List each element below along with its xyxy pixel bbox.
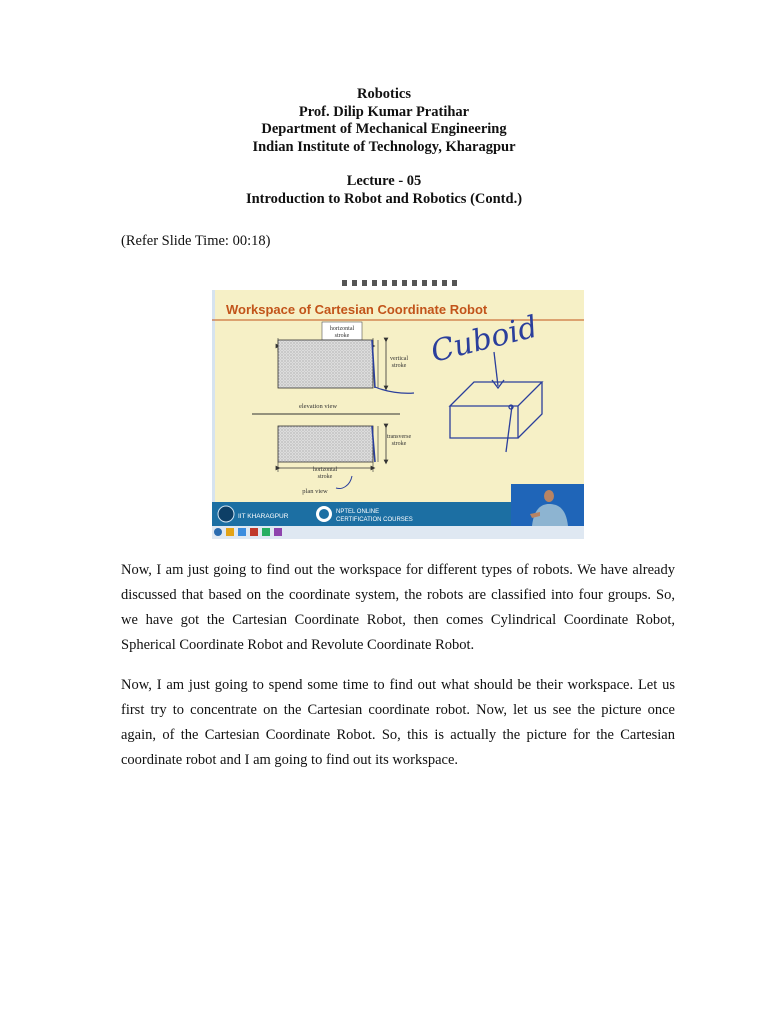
refer-slide-time: (Refer Slide Time: 00:18) [121,233,271,249]
svg-text:plan view: plan view [302,488,328,495]
svg-text:horizontal: horizontal [329,326,355,332]
svg-text:stroke: stroke [334,333,350,339]
slide-taskbar [212,526,584,539]
footer-institute: IIT KHARAGPUR [238,513,289,520]
elevation-view-diagram [252,322,414,414]
svg-text:stroke: stroke [391,363,407,369]
course-title: Robotics [357,86,411,102]
document-header [0,86,768,208]
presenter-video-inset [511,484,584,526]
professor-name: Prof. Dilip Kumar Pratihar [298,103,470,120]
footer-nptel-line1: NPTEL ONLINE [336,509,380,515]
svg-text:stroke: stroke [391,441,407,447]
lecture-slide-image [212,276,584,539]
svg-text:stroke: stroke [317,474,333,480]
slide-footer [212,502,511,526]
lecture-number: Lecture - 05 [346,173,422,189]
body-paragraph-1: Now, I am just going to find out the workspace for different types of robots. We have already discussed that based on the coordinate system, the robots are classified into four groups. So, we have got the Cartesian Coordinate Robot, then comes Cylindrical Coordinate Robot, Spherical Coordinate Robot and Revolute Coordinate Robot. [121,562,675,653]
footer-nptel-line2: CERTIFICATION COURSES [336,517,413,523]
plan-view-diagram [278,426,411,495]
handwritten-cuboid-note: Cuboid [427,309,542,370]
institute-name: Indian Institute of Technology, Kharagpur [252,138,516,155]
slide-toolbar [212,276,584,290]
svg-text:vertical: vertical [390,356,408,362]
handwritten-cuboid-sketch [450,352,542,452]
lecture-title: Introduction to Robot and Robotics (Contd.) [245,190,523,207]
slide-title: Workspace of Cartesian Coordinate Robot [226,302,488,317]
svg-text:transverse: transverse [386,434,412,440]
svg-text:horizontal: horizontal [312,467,338,473]
svg-text:elevation view: elevation view [298,403,338,410]
department-name: Department of Mechanical Engineering [261,121,507,137]
body-paragraph-2: Now, I am just going to spend some time to find out what should be their workspace. Let us first try to concentrate on the Cartesian coordinate robot. Now, let us see the picture once again, of the Cartesian Coordinate Robot. So, this is actually the picture for the Cartesian coordinate robot and I am going to find out its workspace. [121,677,675,768]
